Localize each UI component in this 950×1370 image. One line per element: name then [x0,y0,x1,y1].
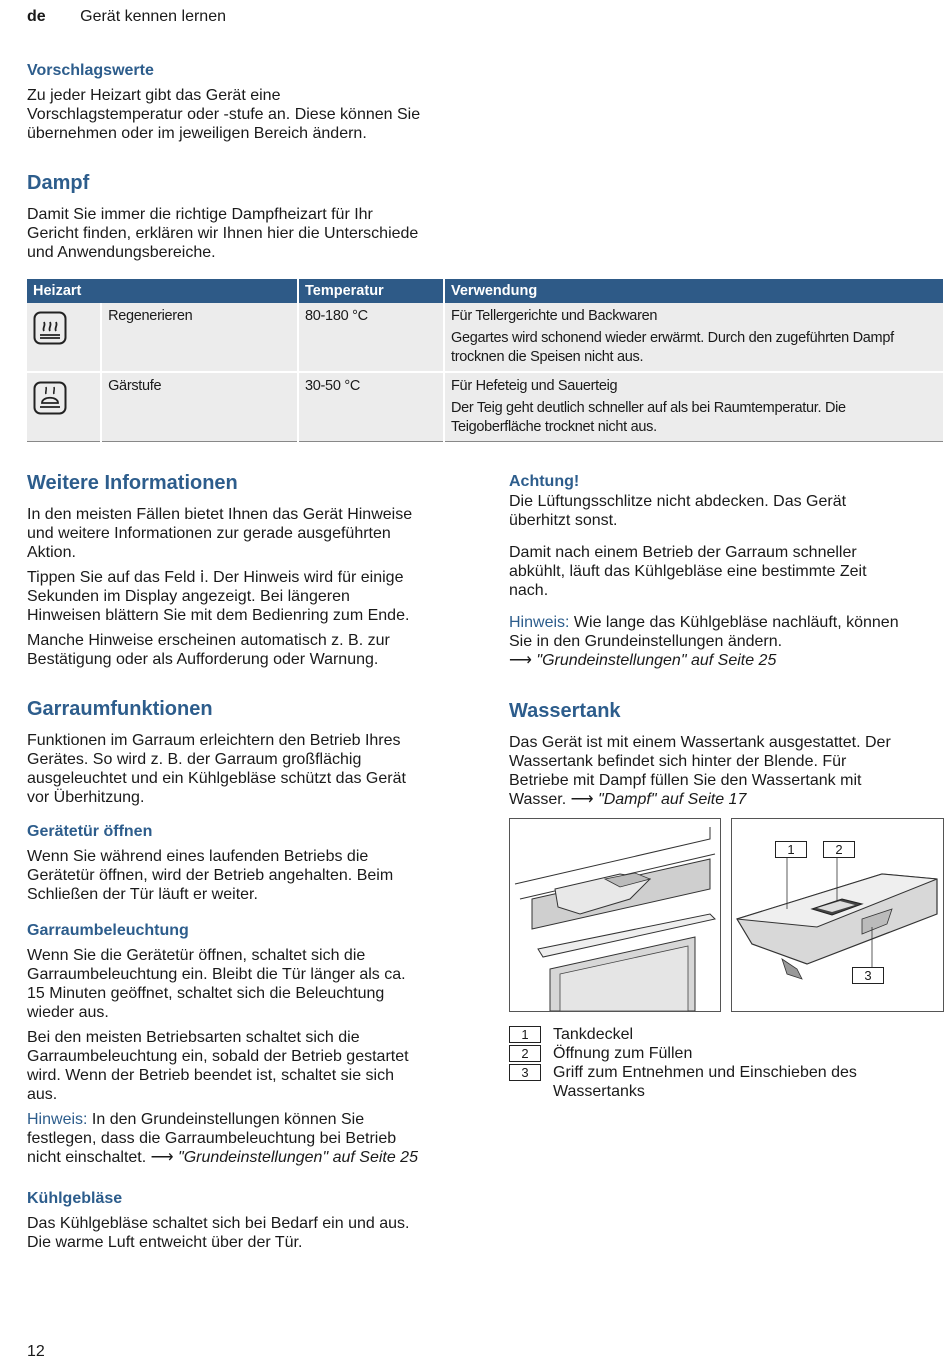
text-line: In den Grundeinstellungen können Sie [87,1111,365,1128]
arrow-icon: ⟶ [509,652,532,669]
text-line: nicht einschaltet. [27,1149,151,1166]
steam-modes-table [27,279,943,442]
text-line: wieder aus. [27,1004,109,1021]
text-line: Vorschlagstemperatur oder -stufe an. Diese können Sie [27,106,421,123]
mode-name: Regenerieren [101,303,298,372]
legend-text: Öffnung zum Füllen [553,1045,693,1062]
section-wassertank [509,699,944,809]
text-line: Wassertank befindet sich hinter der Blende. Für [509,753,847,770]
text-line: wird. Wenn der Betrieb beendet ist, schaltet sie sich [27,1067,394,1084]
legend-text: Griff zum Entnehmen und Einschieben des [553,1064,857,1081]
text-line: Gericht finden, erklären wir Ihnen hier die Unterschiede [27,225,419,242]
mode-temperature: 80-180 °C [298,303,444,372]
heading-garraumfunktionen: Garraumfunktionen [27,698,213,720]
paragraph [27,946,497,1022]
cross-reference-link[interactable]: "Dampf" auf Seite 17 [593,791,747,808]
section-garraumfunktionen [27,697,487,807]
paragraph [27,631,487,669]
text-line: ausgeleuchtet und ein Kühlgebläse schützt das Gerät [27,770,406,787]
text-line: Funktionen im Garraum erleichtern den Betrieb Ihres [27,732,401,749]
mode-temperature: 30-50 °C [298,372,444,442]
figure-legend [509,1025,944,1101]
paragraph [509,733,944,809]
text-line: Zu jeder Heizart gibt das Gerät eine [27,87,281,104]
figure-water-tank-detail [731,818,944,1012]
mode-name: Gärstufe [101,372,298,442]
hint-label: Hinweis: [27,1111,88,1128]
legend-number: 1 [509,1026,541,1043]
column-header-verwendung: Verwendung [444,279,943,303]
legend-item [509,1044,944,1063]
text-line: Garraumbeleuchtung ein. Bleibt die Tür länger als ca. [27,966,406,983]
section-kuehlgeblaese [27,1189,487,1252]
paragraph-dampf [27,205,487,262]
usage-title: Für Hefeteig und Sauerteig [451,378,618,394]
heading-vorschlagswerte: Vorschlagswerte [27,62,154,79]
arrow-icon: ⟶ [150,1149,174,1166]
arrow-icon: ⟶ [570,791,594,808]
language-code: de [27,8,46,25]
text-line: aus. [27,1086,58,1103]
usage-title: Für Tellergerichte und Backwaren [451,308,658,324]
usage-description: Gegartes wird schonend wieder erwärmt. Durch den zugeführten Dampf trocknen die Speisen nicht aus. [451,330,894,365]
text-line: festlegen, dass die Garraumbeleuchtung bei Betrieb [27,1130,397,1147]
icon-cell [27,303,101,372]
text-line: Manche Hinweise erscheinen automatisch z. B. zur [27,632,390,649]
text-line: vor Überhitzung. [27,789,145,806]
text-line: In den meisten Fällen bietet Ihnen das Gerät Hinweise [27,506,413,523]
page-number: 12 [27,1343,45,1360]
section-dampf [27,171,487,262]
section-weitere-informationen [27,471,487,669]
paragraph [27,1214,487,1252]
section-achtung [509,472,944,670]
text-line: Gerätetür öffnen, wird der Betrieb angehalten. Beim [27,867,394,884]
heading-dampf: Dampf [27,172,90,194]
heading-achtung: Achtung! [509,473,580,490]
heading-kuehlgeblaese: Kühlgebläse [27,1190,123,1207]
section-geraetetuer [27,822,487,904]
text-line: Garraumbeleuchtung ein, sobald der Betrieb gestartet [27,1048,409,1065]
figure-oven-water-tank [509,818,721,1012]
text-line: Bestätigung oder als Aufforderung oder Warnung. [27,651,379,668]
text-line: Die warme Luft entweicht über der Tür. [27,1234,303,1251]
callout-3: 3 [852,967,884,984]
text-line: Wasser. [509,791,571,808]
paragraph [509,543,944,600]
text-line: Das Kühlgebläse schaltet sich bei Bedarf ein und aus. [27,1215,410,1232]
cross-reference-link[interactable]: "Grundeinstellungen" auf Seite 25 [531,652,777,669]
text-line: Wenn Sie die Gerätetür öffnen, schaltet sich die [27,947,366,964]
text-line: übernehmen oder im jeweiligen Bereich ändern. [27,125,367,142]
legend-text-continued: Wassertanks [553,1083,645,1100]
text-line: Wie lange das Kühlgebläse nachläuft, können [569,614,899,631]
legend-number: 3 [509,1064,541,1081]
heading-wassertank: Wassertank [509,700,621,722]
text-line: Sekunden im Display angezeigt. Bei längeren [27,588,350,605]
paragraph [509,492,944,530]
text-line: Damit Sie immer die richtige Dampfheizart für Ihr [27,206,373,223]
usage-description: Der Teig geht deutlich schneller auf als bei Raumtemperatur. Die Teigoberfläche trocknet nicht aus. [451,400,846,435]
text-line: und Anwendungsbereiche. [27,244,216,261]
hint-paragraph [509,613,944,670]
column-header-heizart: Heizart [27,279,298,303]
legend-text: Tankdeckel [553,1026,634,1043]
heading-weitere-informationen: Weitere Informationen [27,472,238,494]
paragraph [27,847,487,904]
callout-2: 2 [823,841,855,858]
oven-illustration [510,819,720,1011]
text-line: überhitzt sonst. [509,512,618,529]
proving-steam-icon [33,381,67,415]
chapter-title: Gerät kennen lernen [80,8,226,25]
text-line: abkühlt, läuft das Kühlgebläse eine bestimmte Zeit [509,563,867,580]
column-header-temperatur: Temperatur [298,279,444,303]
paragraph-vorschlagswerte [27,86,477,143]
text-line: Tippen Sie auf das Feld ⅰ. Der Hinweis wird für einige [27,569,404,586]
table-row [27,303,943,372]
text-line: Sie in den Grundeinstellungen ändern. [509,633,783,650]
text-line: Wenn Sie während eines laufenden Betriebs die [27,848,369,865]
hint-paragraph [27,1110,497,1167]
text-line: Das Gerät ist mit einem Wassertank ausgestattet. Der [509,734,891,751]
regenerate-steam-icon [33,311,67,345]
legend-number: 2 [509,1045,541,1062]
paragraph [27,1028,497,1104]
hint-label: Hinweis: [509,614,570,631]
text-line: Bei den meisten Betriebsarten schaltet sich die [27,1029,360,1046]
paragraph [27,568,487,625]
legend-item [509,1063,944,1082]
table-header-row [27,279,943,303]
text-line: Gerätes. So wird z. B. der Garraum großflächig [27,751,362,768]
icon-cell [27,372,101,442]
section-vorschlagswerte [27,61,477,143]
heading-garraumbeleuchtung: Garraumbeleuchtung [27,922,189,939]
mode-usage [444,303,943,372]
section-garraumbeleuchtung [27,921,497,1167]
legend-item [509,1025,944,1044]
mode-usage [444,372,943,442]
paragraph [27,731,487,807]
text-line: Aktion. [27,544,76,561]
paragraph [27,505,487,562]
callout-1: 1 [775,841,807,858]
text-line: 15 Minuten geöffnet, schaltet sich die Beleuchtung [27,985,385,1002]
cross-reference-link[interactable]: "Grundeinstellungen" auf Seite 25 [173,1149,418,1166]
text-line: Hinweisen blättern Sie mit dem Bedienring zum Ende. [27,607,410,624]
text-line: Die Lüftungsschlitze nicht abdecken. Das Gerät [509,493,847,510]
text-line: Damit nach einem Betrieb der Garraum schneller [509,544,857,561]
page-header [27,8,226,26]
text-line: Schließen der Tür läuft er weiter. [27,886,258,903]
heading-geraetetuer: Gerätetür öffnen [27,823,153,840]
text-line: Betriebe mit Dampf füllen Sie den Wassertank mit [509,772,862,789]
text-line: nach. [509,582,549,599]
table-row [27,372,943,442]
text-line: und weitere Informationen zur gerade ausgeführten [27,525,391,542]
